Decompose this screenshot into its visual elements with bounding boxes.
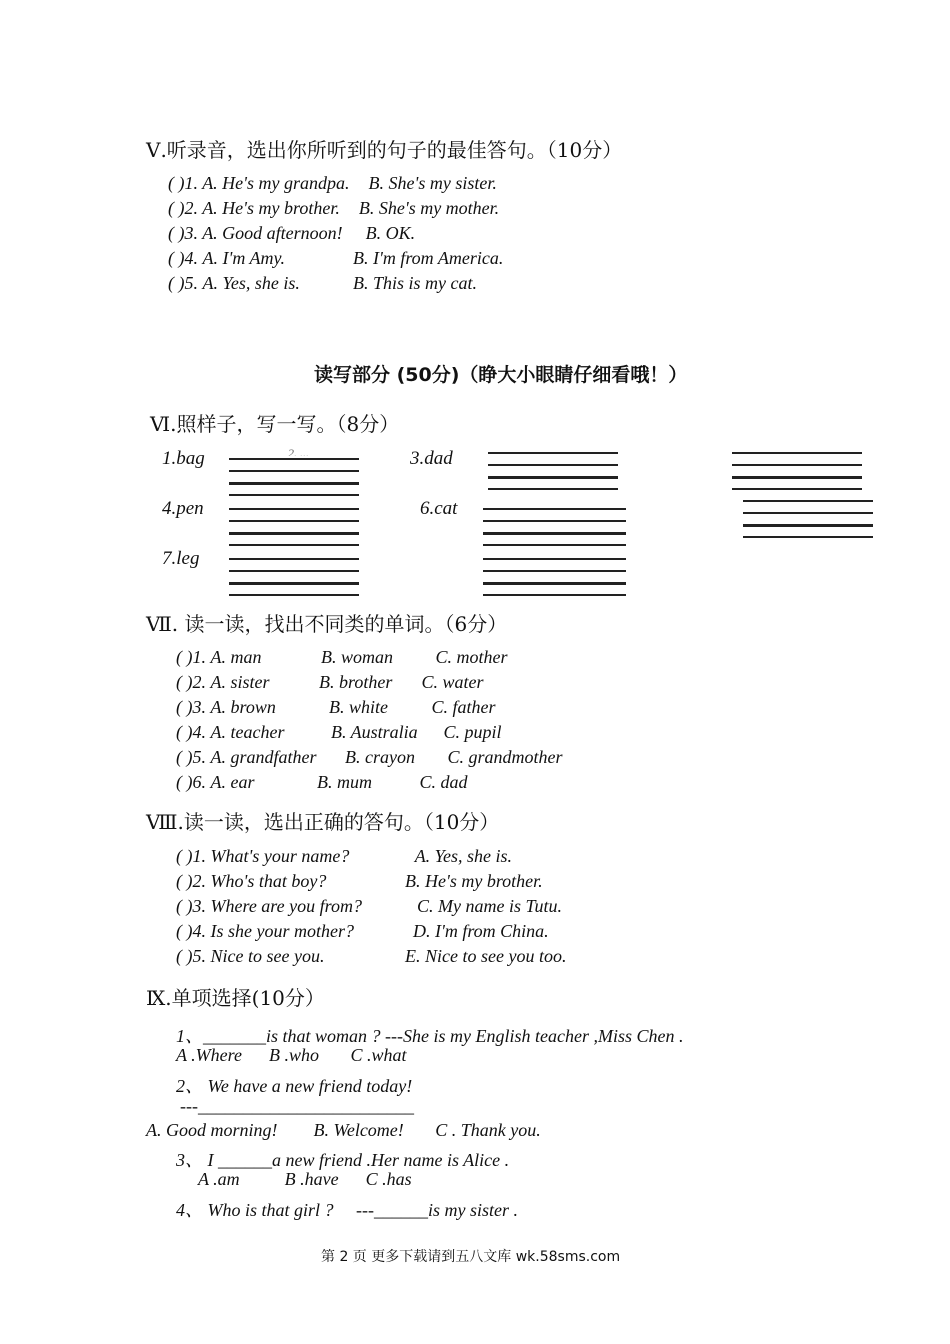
option-b: B. I'm from America.: [353, 248, 504, 268]
item-paren: ( )6.: [176, 772, 206, 792]
list-item: [176, 647, 508, 668]
section9-title: Ⅸ.单项选择(10分）: [146, 986, 325, 1010]
question-1: 1、_______is that woman ? ---She is my English teacher ,Miss Chen .: [176, 1026, 684, 1046]
section7-title: Ⅶ. 读一读，找出不同类的单词。（6分）: [146, 612, 508, 636]
word-pen: 4.pen: [162, 498, 204, 519]
option-b: B. crayon: [345, 747, 415, 767]
item-paren: ( )1.: [176, 647, 206, 667]
question-3: 3、 I ______a new friend .Her name is Alice .: [176, 1150, 510, 1170]
example-fragment: 2. ...: [288, 446, 309, 456]
question-1-options: A .Where B .who C .what: [176, 1045, 407, 1065]
list-item: [176, 722, 502, 743]
option-b: B. Australia: [331, 722, 418, 742]
option-a: A. grandfather: [210, 747, 317, 767]
option-a: A. sister: [210, 672, 270, 692]
section5-title: Ⅴ.听录音，选出你所听到的句子的最佳答句。（10分）: [146, 138, 623, 162]
question: Where are you from?: [210, 896, 362, 916]
list-item: [168, 198, 499, 219]
word-cat: 6.cat: [420, 498, 458, 519]
option-c: C. father: [431, 697, 496, 717]
option-c: C. water: [421, 672, 484, 692]
option-b: B. white: [329, 697, 388, 717]
list-item: [168, 173, 497, 194]
option-b: B. OK.: [365, 223, 416, 243]
question-4: 4、 Who is that girl ? ---______is my sister .: [176, 1200, 518, 1220]
item-paren: ( )5.: [168, 273, 198, 293]
answer: B. He's my brother.: [405, 871, 543, 891]
list-item: [168, 248, 503, 269]
option-c: C. mother: [435, 647, 508, 667]
option-a: A. He's my brother.: [202, 198, 340, 218]
page-footer: 第 2 页 更多下载请到五八文库 wk.58sms.com: [321, 1249, 621, 1265]
item-paren: ( )3.: [168, 223, 198, 243]
item-paren: ( )3.: [176, 697, 206, 717]
option-b: B. brother: [319, 672, 393, 692]
list-item: [176, 697, 496, 718]
option-b: B. She's my mother.: [358, 198, 500, 218]
list-item: [176, 946, 566, 967]
option-a: A. I'm Amy.: [202, 248, 286, 268]
item-paren: ( )4.: [176, 921, 206, 941]
item-paren: ( )2.: [176, 672, 206, 692]
option-b: B. She's my sister.: [368, 173, 497, 193]
item-paren: ( )4.: [176, 722, 206, 742]
option-c: C. dad: [419, 772, 468, 792]
question-2-blank: ---________________________: [180, 1096, 414, 1116]
item-paren: ( )4.: [168, 248, 198, 268]
option-a: A. Good afternoon!: [202, 223, 343, 243]
word-bag: 1.bag: [162, 448, 205, 469]
list-item: [176, 896, 562, 917]
list-item: [176, 747, 563, 768]
option-a: A. He's my grandpa.: [202, 173, 350, 193]
list-item: [176, 772, 468, 793]
list-item: [176, 846, 512, 867]
option-a: A. brown: [210, 697, 276, 717]
question: Who's that boy?: [210, 871, 327, 891]
question: Nice to see you.: [210, 946, 325, 966]
answer: D. I'm from China.: [413, 921, 549, 941]
question-3-options: A .am B .have C .has: [198, 1169, 412, 1189]
question: Is she your mother?: [210, 921, 354, 941]
item-paren: ( )5.: [176, 946, 206, 966]
option-a: A. ear: [210, 772, 255, 792]
question-2: 2、 We have a new friend today!: [176, 1076, 413, 1096]
answer: E. Nice to see you too.: [405, 946, 567, 966]
question-2-options: A. Good morning! B. Welcome! C . Thank you.: [146, 1120, 541, 1140]
option-c: C. grandmother: [447, 747, 563, 767]
option-b: B. mum: [317, 772, 372, 792]
section6-title: Ⅵ.照样子，写一写。（8分）: [150, 412, 400, 436]
part-title: 读写部分 (50分)（睁大小眼睛仔细看哦！）: [314, 364, 688, 386]
list-item: [168, 273, 477, 294]
item-paren: ( )1.: [176, 846, 206, 866]
item-paren: ( )5.: [176, 747, 206, 767]
option-a: A. teacher: [210, 722, 285, 742]
list-item: [168, 223, 415, 244]
item-paren: ( )2.: [168, 198, 198, 218]
answer: C. My name is Tutu.: [417, 896, 563, 916]
list-item: [176, 921, 549, 942]
option-b: B. woman: [321, 647, 393, 667]
option-a: A. man: [210, 647, 262, 667]
list-item: [176, 672, 484, 693]
section8-title: Ⅷ.读一读，选出正确的答句。（10分）: [146, 810, 500, 834]
option-c: C. pupil: [443, 722, 502, 742]
item-paren: ( )2.: [176, 871, 206, 891]
option-b: B. This is my cat.: [353, 273, 477, 293]
option-a: A. Yes, she is.: [202, 273, 300, 293]
list-item: [176, 871, 543, 892]
word-leg: 7.leg: [162, 548, 200, 569]
word-dad: 3.dad: [410, 448, 453, 469]
item-paren: ( )3.: [176, 896, 206, 916]
item-paren: ( )1.: [168, 173, 198, 193]
question: What's your name?: [210, 846, 350, 866]
answer: A. Yes, she is.: [414, 846, 513, 866]
